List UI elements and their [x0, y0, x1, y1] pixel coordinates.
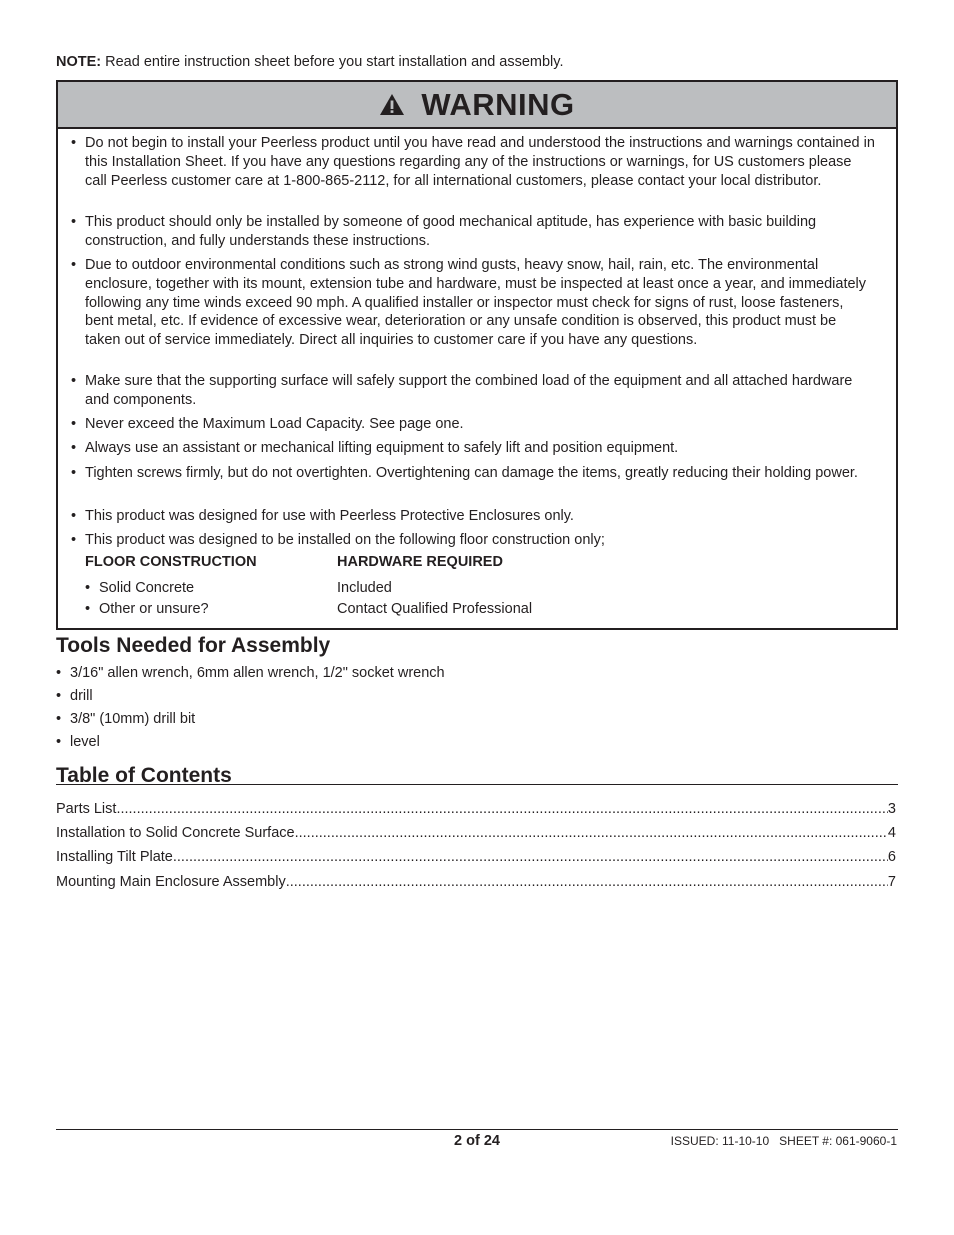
- tool-item: • 3/8" (10mm) drill bit: [70, 710, 195, 728]
- toc-entry[interactable]: [56, 848, 896, 866]
- warning-header: [58, 82, 896, 129]
- note-label: NOTE:: [56, 54, 102, 70]
- toc-leader: [116, 800, 887, 818]
- tool-item: • 3/16" allen wrench, 6mm allen wrench, 1/2" socket wrench: [70, 664, 445, 682]
- tool-item: • level: [70, 733, 100, 751]
- bullet: •: [85, 580, 91, 596]
- toc-entry[interactable]: [56, 800, 896, 818]
- toc-entry-page: 7: [887, 874, 896, 890]
- warning-item: • Always use an assistant or mechanical lifting equipment to safely lift and position equipment.: [85, 439, 875, 458]
- toc-entry-label: Parts List: [56, 801, 117, 817]
- floor-type-cell: Solid Concrete: [99, 580, 195, 596]
- hardware-required-header: HARDWARE REQUIRED: [337, 554, 503, 570]
- warning-item: • Do not begin to install your Peerless product until you have read and understood the instructions and warnings contained in this Installation Sheet. If you have any questions regarding any of the instructions or warnings, for US customers please call Peerless customer care at 1-800-865-2112, for all international customers, please contact your local distributor.: [85, 134, 875, 190]
- note-text: Read entire instruction sheet before you start installation and assembly.: [101, 54, 564, 70]
- hardware-cell: Contact Qualified Professional: [337, 601, 533, 617]
- toc-leader: [173, 848, 888, 866]
- toc-title: Table of Contents: [56, 764, 232, 787]
- warning-item: • This product was designed to be installed on the following floor construction only;: [85, 531, 875, 550]
- toc-leader: [286, 873, 888, 891]
- warning-item: • Tighten screws firmly, but do not overtighten. Overtightening can damage the items, greatly reducing their holding power.: [85, 464, 875, 483]
- hardware-cell: Included: [337, 580, 392, 596]
- bullet: •: [85, 601, 91, 617]
- warning-title: WARNING: [421, 86, 575, 122]
- warning-item: • Make sure that the supporting surface will safely support the combined load of the equipment and all attached hardware and components.: [85, 372, 875, 410]
- floor-type-cell: Other or unsure?: [99, 601, 209, 617]
- toc-entry-label: Installing Tilt Plate: [56, 849, 173, 865]
- page-number: 2 of 24: [454, 1133, 500, 1149]
- warning-item: • Never exceed the Maximum Load Capacity. See page one.: [85, 415, 875, 434]
- warning-box: [56, 80, 898, 630]
- toc-entry[interactable]: [56, 824, 896, 842]
- toc-entry-page: 6: [887, 849, 896, 865]
- toc-entry-page: 3: [887, 801, 896, 817]
- tools-title: Tools Needed for Assembly: [56, 634, 331, 657]
- tool-item: • drill: [70, 687, 93, 705]
- warning-item: • This product was designed for use with Peerless Protective Enclosures only.: [85, 507, 875, 526]
- toc-divider: [56, 784, 898, 785]
- instruction-note: [56, 53, 563, 71]
- toc-entry[interactable]: [56, 873, 896, 891]
- warning-item: • Due to outdoor environmental conditions such as strong wind gusts, heavy snow, hail, rain, etc. The environmental enclosure, together with its mount, extension tube and hardware, must be inspected at least once a year, and immediately following any time winds exceed 90 mph. A qualified installer or inspector must check for signs of rust, loose fasteners, bent metal, etc. If evidence of excessive wear, deterioration or any unsafe condition is observed, this product must be taken out of service immediately. Direct all inquiries to customer care if you have any questions.: [85, 256, 875, 350]
- issued-sheet-info: ISSUED: 11-10-10 SHEET #: 061-9060-1: [670, 1134, 897, 1148]
- toc-entry-label: Mounting Main Enclosure Assembly: [56, 874, 286, 890]
- toc-leader: [295, 824, 888, 842]
- floor-construction-header: FLOOR CONSTRUCTION: [85, 554, 257, 570]
- toc-entry-label: Installation to Solid Concrete Surface: [56, 825, 295, 841]
- warning-item: • This product should only be installed by someone of good mechanical aptitude, has experience with basic building construction, and fully understands these instructions.: [85, 213, 875, 251]
- warning-triangle-icon: [379, 93, 405, 116]
- footer-divider: [56, 1129, 898, 1130]
- toc-entry-page: 4: [887, 825, 896, 841]
